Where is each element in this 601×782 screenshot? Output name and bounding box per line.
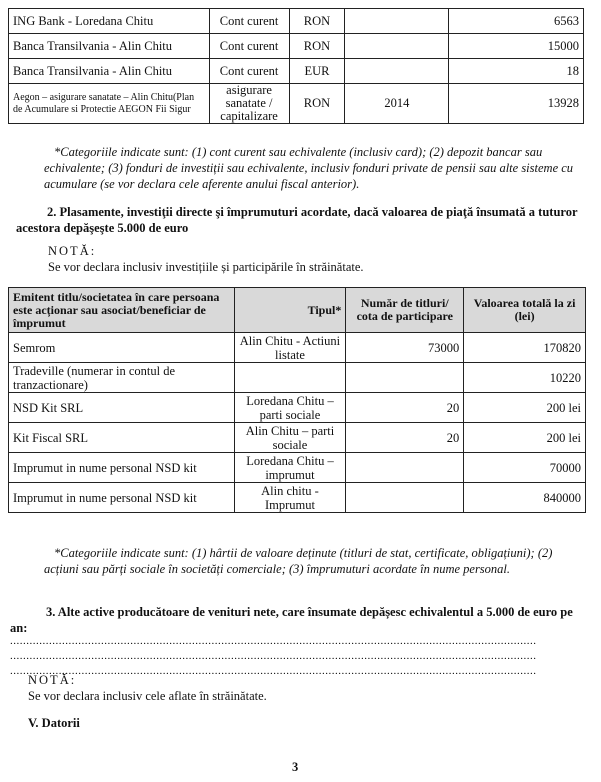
value-cell: 10220 — [464, 363, 586, 393]
count-cell — [346, 453, 464, 483]
page-number: 3 — [292, 760, 299, 774]
count-cell: 73000 — [346, 333, 464, 363]
count-cell: 20 — [346, 393, 464, 423]
value-cell: 200 lei — [464, 393, 586, 423]
table-row — [9, 423, 586, 453]
issuer-cell: Kit Fiscal SRL — [9, 423, 235, 453]
count-cell — [346, 483, 464, 513]
investments-footnote: *Categoriile indicate sunt: (1) hârtii de valoare deținute (titluri de stat, certificate, obligațiuni); (2) acțiuni sau părți sociale în societăți comerciale; (3) împrumuturi acordate în nume personal. — [44, 546, 553, 576]
section-2-heading: 2. Plasamente, investiţii directe şi împrumuturi acordate, dacă valoarea de piaţă însumată a tuturor acestora depăşeşte 5.000 de euro — [16, 205, 578, 235]
table-row — [9, 363, 586, 393]
account-currency: RON — [289, 9, 345, 34]
type-cell — [234, 363, 346, 393]
account-type: Cont curent — [209, 9, 289, 34]
table-row — [9, 34, 584, 59]
section-3-heading: 3. Alte active producătoare de venituri nete, care însumate depășesc echivalentul a 5.000 de euro pe an: — [10, 605, 573, 635]
table-row — [9, 333, 586, 363]
investments-table — [8, 287, 586, 513]
issuer-cell: Semrom — [9, 333, 235, 363]
account-currency: RON — [289, 34, 345, 59]
account-type: asigurare sanatate / capitalizare — [209, 84, 289, 124]
type-cell: Alin chitu - Imprumut — [234, 483, 346, 513]
issuer-cell: Imprumut in nume personal NSD kit — [9, 483, 235, 513]
value-cell: 170820 — [464, 333, 586, 363]
account-amount: 15000 — [449, 34, 584, 59]
section-5-heading: V. Datorii — [28, 716, 80, 730]
value-cell: 70000 — [464, 453, 586, 483]
column-header-issuer: Emitent titlu/societatea în care persoana este acționar sau asociat/beneficiar de împrumut — [9, 288, 235, 333]
account-currency: RON — [289, 84, 345, 124]
account-holder: Aegon – asigurare sanatate – Alin Chitu(Plan de Acumulare si Protectie AEGON Fii Sigur — [9, 84, 210, 124]
account-holder: ING Bank - Loredana Chitu — [9, 9, 210, 34]
column-header-count: Număr de titluri/ cota de participare — [346, 288, 464, 333]
dotted-line: .................................................................................................................................................................. — [10, 650, 537, 662]
dotted-line: .................................................................................................................................................................. — [10, 665, 537, 677]
type-cell: Alin Chitu - Actiuni listate — [234, 333, 346, 363]
dotted-line: .................................................................................................................................................................. — [10, 635, 537, 647]
issuer-cell: Imprumut in nume personal NSD kit — [9, 453, 235, 483]
value-cell: 200 lei — [464, 423, 586, 453]
section-3-nota-label: NOTĂ: — [28, 673, 77, 687]
account-currency: EUR — [289, 59, 345, 84]
table-row — [9, 483, 586, 513]
account-year — [345, 9, 449, 34]
table-header-row — [9, 288, 586, 333]
account-amount: 13928 — [449, 84, 584, 124]
section-2-nota-label: NOTĂ: — [48, 244, 97, 258]
section-3-nota-text: Se vor declara inclusiv cele aflate în străinătate. — [28, 689, 267, 703]
account-holder: Banca Transilvania - Alin Chitu — [9, 59, 210, 84]
account-year: 2014 — [345, 84, 449, 124]
table-row — [9, 393, 586, 423]
column-header-type: Tipul* — [234, 288, 346, 333]
issuer-cell: Tradeville (numerar in contul de tranzactionare) — [9, 363, 235, 393]
account-year — [345, 59, 449, 84]
type-cell: Loredana Chitu – imprumut — [234, 453, 346, 483]
table-row — [9, 84, 584, 124]
table-row — [9, 9, 584, 34]
accounts-footnote: *Categoriile indicate sunt: (1) cont curent sau echivalente (inclusiv card); (2) depozit bancar sau echivalente; (3) fonduri de investiții sau echivalente, inclusiv fonduri private de pensii sau alte sisteme cu acumulare (se vor declara cele aferente anului fiscal anterior). — [44, 145, 574, 191]
account-type: Cont curent — [209, 34, 289, 59]
type-cell: Alin Chitu – parti sociale — [234, 423, 346, 453]
issuer-cell: NSD Kit SRL — [9, 393, 235, 423]
account-amount: 6563 — [449, 9, 584, 34]
table-row — [9, 59, 584, 84]
type-cell: Loredana Chitu – parti sociale — [234, 393, 346, 423]
account-type: Cont curent — [209, 59, 289, 84]
account-year — [345, 34, 449, 59]
count-cell: 20 — [346, 423, 464, 453]
table-row — [9, 453, 586, 483]
accounts-table — [8, 8, 584, 124]
section-2-nota-text: Se vor declara inclusiv investițiile și participările în străinătate. — [48, 260, 364, 274]
account-holder: Banca Transilvania - Alin Chitu — [9, 34, 210, 59]
count-cell — [346, 363, 464, 393]
column-header-value: Valoarea totală la zi (lei) — [464, 288, 586, 333]
value-cell: 840000 — [464, 483, 586, 513]
account-amount: 18 — [449, 59, 584, 84]
